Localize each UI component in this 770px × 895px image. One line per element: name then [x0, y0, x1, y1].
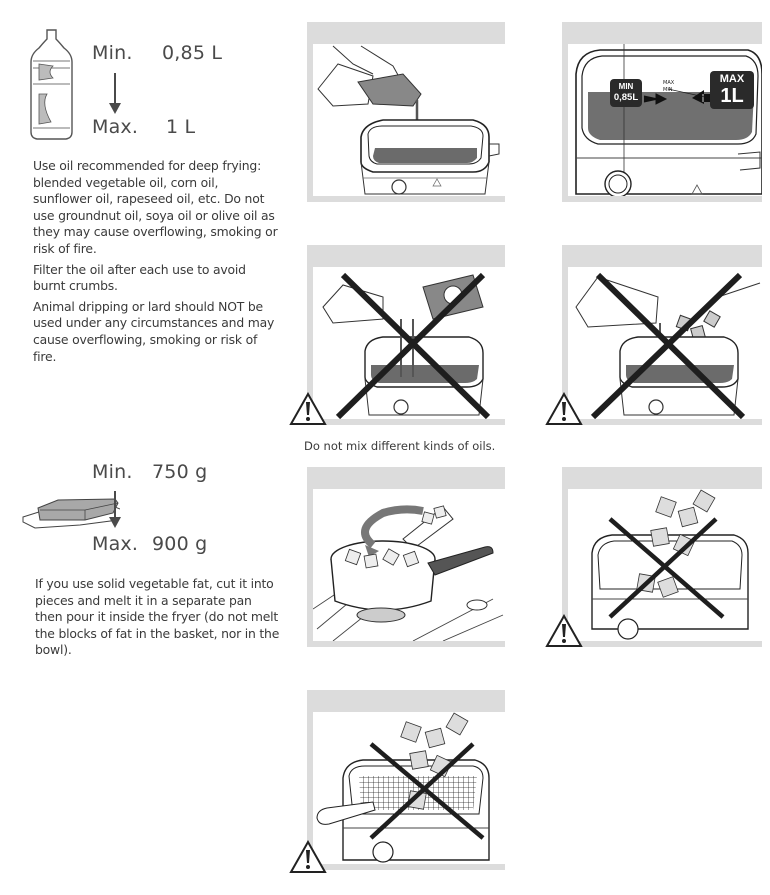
pour-oil-panel	[307, 22, 505, 202]
warning-triangle-icon	[545, 614, 583, 648]
oil-type-paragraph: Use oil recommended for deep frying: blended vegetable oil, corn oil, sunflower oil, rapeseed oil, etc. Do not use groundnut oil, soya oil or olive oil as they may cause overflowing, smoking or risk of fire.	[33, 158, 278, 256]
fat-max-label: Max.	[92, 533, 139, 555]
oil-min-label: Min.	[92, 42, 133, 64]
oil-max-value: 1 L	[166, 116, 196, 138]
warning-triangle-icon	[545, 392, 583, 426]
melt-fat-in-saucepan-illustration	[313, 489, 505, 641]
fat-min-value: 750 g	[152, 461, 208, 483]
min-badge-value: 0,85L	[613, 92, 639, 103]
fat-max-value: 900 g	[152, 533, 208, 555]
max-badge-label: MAX	[719, 73, 745, 85]
scale-max-mark: MAX	[663, 80, 675, 86]
warning-triangle-icon	[289, 392, 327, 426]
prohibited-cross-icon	[313, 267, 505, 419]
no-fat-in-basket-panel	[307, 690, 505, 870]
fat-block-icon	[20, 495, 120, 535]
arrow-down-icon	[109, 517, 121, 528]
min-to-max-arrow	[114, 73, 116, 105]
no-fat-in-bowl-panel	[562, 467, 762, 647]
no-mix-oils-panel-2	[562, 245, 762, 425]
scale-min-mark: MIN	[663, 87, 673, 93]
pour-oil-illustration	[313, 44, 505, 196]
oil-min-value: 0,85 L	[162, 42, 223, 64]
warning-triangle-icon	[289, 840, 327, 874]
prohibited-cross-icon	[568, 489, 762, 641]
fat-min-label: Min.	[92, 461, 133, 483]
prohibited-cross-icon	[568, 267, 762, 419]
max-level-badge	[710, 71, 754, 109]
melt-fat-in-pan-panel	[307, 467, 505, 647]
min-level-badge	[610, 79, 642, 107]
solid-fat-instructions: If you use solid vegetable fat, cut it into pieces and melt it in a separate pan then pour it inside the fryer (do not melt the blocks of fat in the basket, nor in the bowl).	[35, 576, 280, 658]
max-badge-value: 1L	[720, 85, 744, 107]
oil-instructions	[33, 158, 278, 369]
fryer-fill-levels-illustration	[568, 44, 762, 196]
oil-bottle-icon	[25, 28, 77, 143]
min-to-max-arrow	[114, 491, 116, 519]
no-mix-caption: Do not mix different kinds of oils.	[304, 439, 496, 453]
oil-max-label: Max.	[92, 116, 139, 138]
arrow-down-icon	[109, 103, 121, 114]
min-badge-label: MIN	[618, 82, 634, 91]
prohibited-cross-icon	[313, 712, 505, 864]
no-mix-oils-panel-1	[307, 245, 505, 425]
animal-fat-warning-paragraph: Animal dripping or lard should NOT be used under any circumstances and may cause overflowing, smoking or risk of fire.	[33, 298, 275, 364]
filter-oil-paragraph: Filter the oil after each use to avoid burnt crumbs.	[33, 261, 246, 294]
fill-levels-panel	[562, 22, 762, 202]
